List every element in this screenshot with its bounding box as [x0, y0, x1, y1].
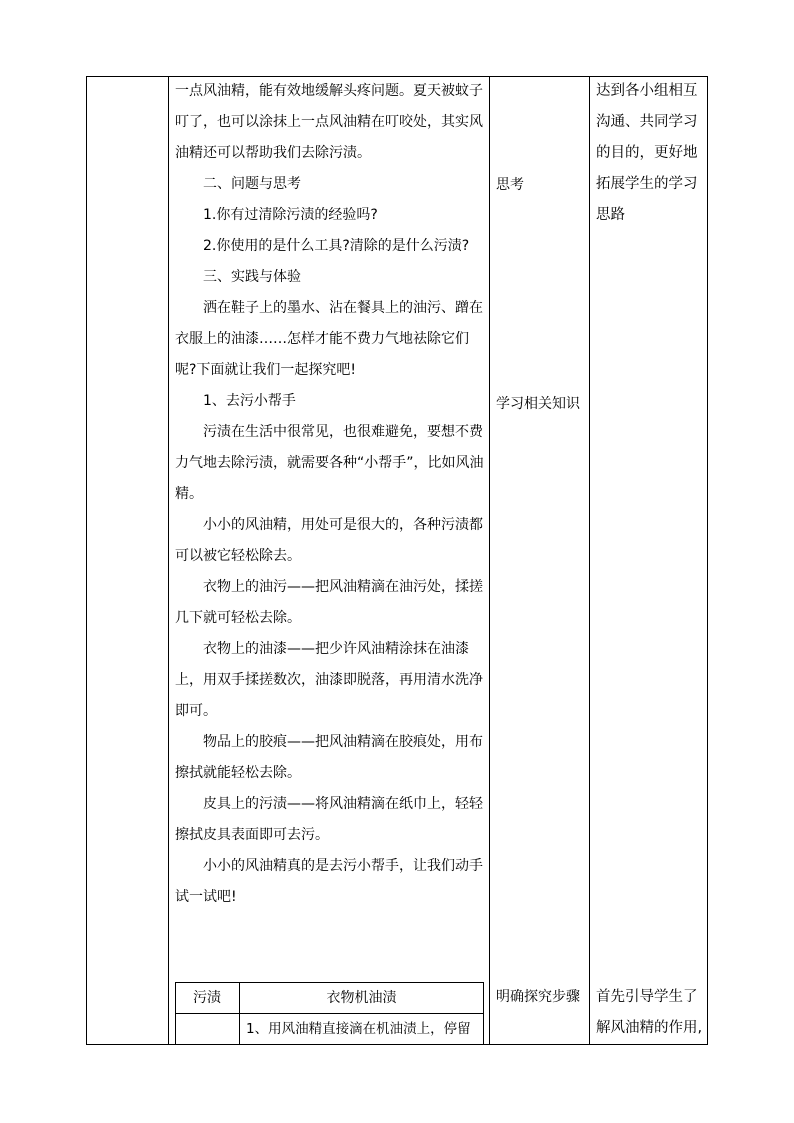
activity-learn: 学习相关知识 [496, 396, 580, 412]
section-title: 二、问题与思考 [203, 176, 301, 192]
inner-header-oil: 衣物机油渍 [326, 990, 397, 1006]
table-border-left [86, 76, 87, 1045]
design-guide: 首先引导学生了解风油精的作用, [596, 989, 703, 1036]
paragraph: 污渍在生活中很常见，也很难避免，要想不费力气地去除污渍，就需要各种“小帮手”，比如风油精。 [175, 424, 484, 502]
paragraph: 小小的风油精，用处可是很大的，各种污渍都可以被它轻松除去。 [175, 517, 483, 564]
paragraph: 衣物上的油污——把风油精滴在油污处，揉搓几下就可轻松去除。 [175, 579, 483, 626]
paragraph: 物品上的胶痕——把风油精滴在胶痕处，用布擦拭就能轻松去除。 [175, 734, 483, 781]
text-line: 油精还可以帮助我们去除污渍。 [175, 145, 371, 161]
inner-header-stain: 污渍 [193, 990, 221, 1006]
paragraph: 衣物上的油漆——把少许风油精涂抹在油漆上，用双手揉搓数次，油漆即脱落，再用清水洗净即可。 [175, 641, 483, 719]
design-purpose: 达到各小组相互沟通、共同学习的目的，更好地拓展学生的学习思路 [596, 83, 698, 223]
inner-table-top [175, 982, 483, 983]
activity-steps: 明确探究步骤 [496, 989, 580, 1005]
section-title: 三、实践与体验 [203, 269, 301, 285]
text-line: 叮了，也可以涂抹上一点风油精在叮咬处，其实风 [175, 114, 483, 130]
table-border-bottom [86, 1044, 708, 1045]
main-content [175, 76, 487, 913]
table-border-col2 [168, 76, 169, 1045]
inner-table-right [483, 982, 484, 1044]
table-border-col3 [489, 76, 490, 1045]
inner-table-row-divider [175, 1013, 483, 1014]
paragraph: 皮具上的污渍——将风油精滴在纸巾上，轻轻擦拭皮具表面即可去污。 [175, 796, 483, 843]
table-border-col4 [589, 76, 590, 1045]
subsection-title: 1、去污小帮手 [203, 393, 296, 409]
question-item: 1.你有过清除污渍的经验吗? [203, 207, 378, 223]
question-item: 2.你使用的是什么工具?清除的是什么污渍? [203, 238, 470, 254]
activity-think: 思考 [496, 177, 524, 193]
text-line: 一点风油精，能有效地缓解头疼问题。夏天被蚊子 [175, 83, 483, 99]
paragraph: 洒在鞋子上的墨水、沾在餐具上的油污、蹭在衣服上的油漆……怎样才能不费力气地祛除它们呢?下面就让我们一起探究吧! [175, 300, 483, 378]
inner-row1-step: 1、用风油精直接滴在机油渍上，停留 [246, 1021, 471, 1037]
paragraph: 小小的风油精真的是去污小帮手，让我们动手试一试吧! [175, 858, 483, 905]
